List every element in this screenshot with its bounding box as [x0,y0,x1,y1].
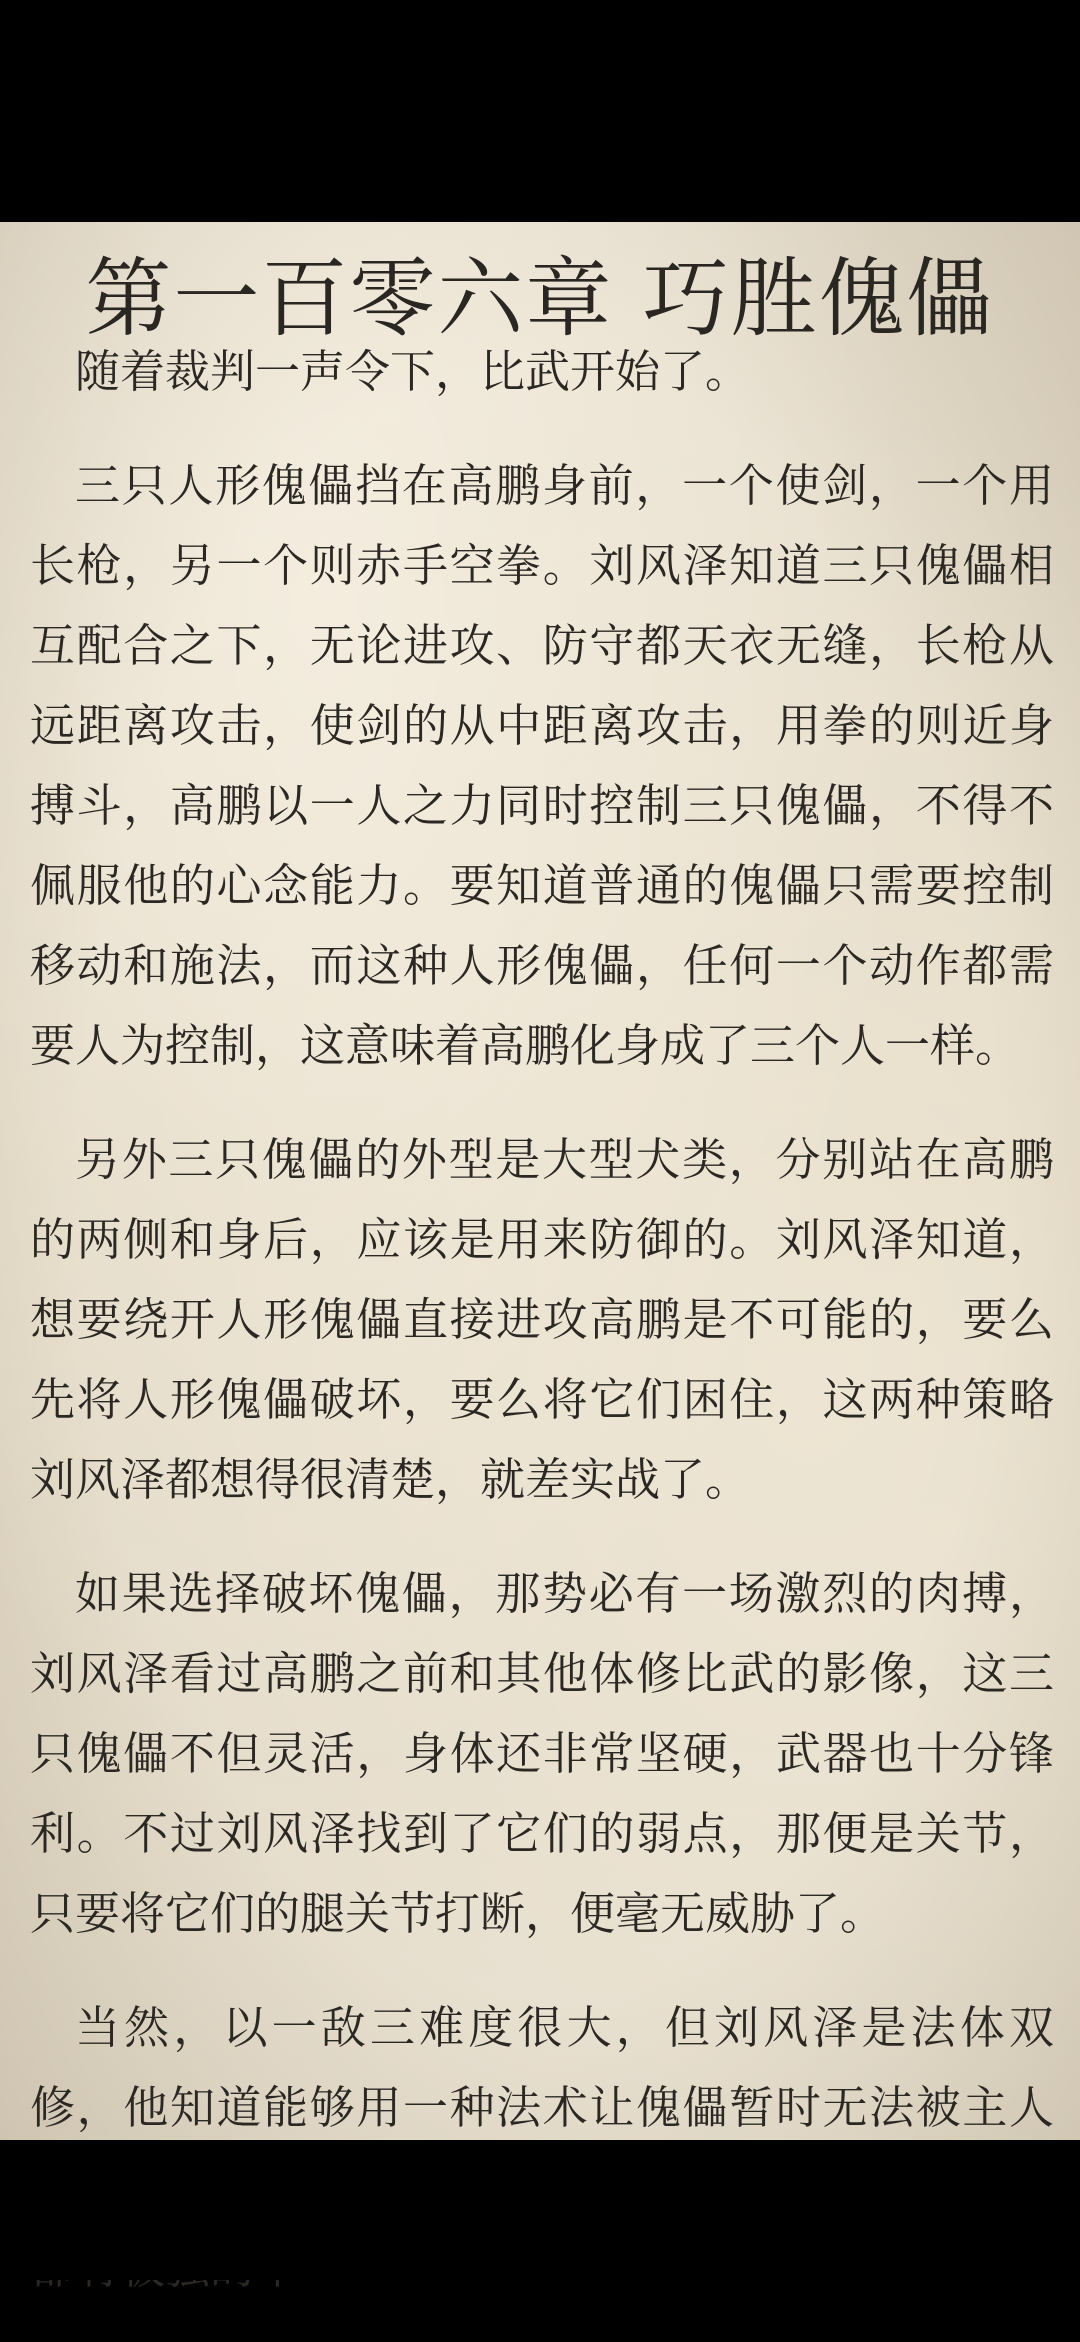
paragraph-1: 随着裁判一声令下，比武开始了。 [75,345,751,398]
chapter-body [30,332,1054,2342]
paragraph-5: 当然，以一敌三难度很大，但刘风泽是法体双修，他知道能够用一种法术让傀儡暂时无法被主人 [30,2001,1054,2134]
chapter-title: 第一百零六章 巧胜傀儡 [85,249,995,349]
paragraph-2: 三只人形傀儡挡在高鹏身前，一个使剑，一个用长枪，另一个则赤手空拳。刘风泽知道三只傀儡相互配合之下，无论进攻、防守都天衣无缝，长枪从远距离攻击，使剑的从中距离攻击，用拳的则近身搏斗，高鹏以一人之力同时控制三只傀儡，不得不佩服他的心念能力。要知道普通的傀儡只需要控制移动和施法，而这种人形傀儡，任何一个动作都需要人为控制，这意味着高鹏化身成了三个人一样。 [30,459,1054,1072]
paragraph-3: 另外三只傀儡的外型是大型犬类，分别站在高鹏的两侧和身后，应该是用来防御的。刘风泽知道，想要绕开人形傀儡直接进攻高鹏是不可能的，要么先将人形傀儡破坏，要么将它们困住，这两种策略刘风泽都想得很清楚，就差实战了。 [30,1133,1054,1506]
paragraph-4: 如果选择破坏傀儡，那势必有一场激烈的肉搏，刘风泽看过高鹏之前和其他体修比武的影像，这三只傀儡不但灵活，身体还非常坚硬，武器也十分锋利。不过刘风泽找到了它们的弱点，那便是关节，只要将它们的腿关节打断，便毫无威胁了。 [30,1567,1054,1940]
bottom-black-bar [0,2140,1080,2280]
top-black-bar [0,0,1080,222]
book-page[interactable] [0,222,1080,2140]
